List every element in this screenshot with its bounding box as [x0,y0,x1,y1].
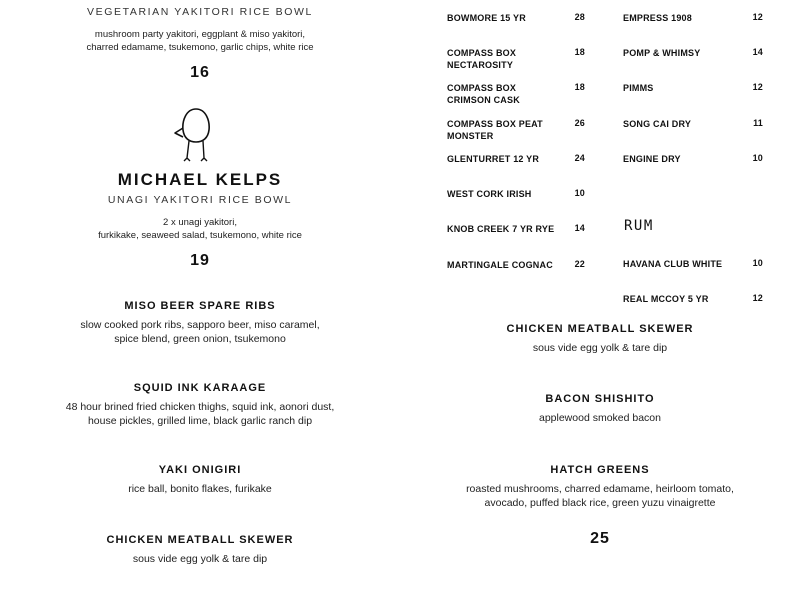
list-item: WEST CORK IRISH 10 [447,188,585,199]
item-title: MISO BEER SPARE RIBS [124,300,276,312]
veg-bowl-desc-2: charred edamame, tsukemono, garlic chips, white rice [86,42,314,53]
list-item: COMPASS BOX NECTAROSITY 18 [447,47,585,70]
list-item: POMP & WHIMSY 14 [623,47,763,58]
kelps-subtitle: UNAGI YAKITORI RICE BOWL [107,194,293,206]
list-item: BOWMORE 15 YR 28 [447,12,585,23]
item-desc: applewood smoked bacon [538,412,661,424]
list-item: SONG CAI DRY 11 [623,118,763,129]
kelps-title: MICHAEL KELPS [117,170,283,189]
item-title: YAKI ONIGIRI [158,464,242,476]
veg-bowl-desc-1: mushroom party yakitori, eggplant & miso yakitori, [94,29,306,40]
item-title: CHICKEN MEATBALL SKEWER [106,534,294,546]
list-item: COMPASS BOX CRIMSON CASK 18 [447,82,585,105]
list-item: REAL MCCOY 5 YR 12 [623,293,763,303]
egg-bird-icon [172,106,220,164]
item-title: CHICKEN MEATBALL SKEWER [506,323,694,335]
right-menu-column [400,0,800,600]
item-desc: sous vide egg yolk & tare dip [132,553,268,565]
right-price: 25 [590,530,610,547]
item-desc: slow cooked pork ribs, sapporo beer, miso caramel, [80,319,320,331]
item-desc: roasted mushrooms, charred edamame, heirloom tomato, [466,483,734,495]
kelps-desc-1: 2 x unagi yakitori, [163,217,237,228]
kelps-price: 19 [190,252,210,269]
list-item: KNOB CREEK 7 YR RYE 14 [447,223,585,234]
list-item: ENGINE DRY 10 [623,153,763,164]
item-desc: sous vide egg yolk & tare dip [532,342,668,354]
list-item: PIMMS 12 [623,82,763,93]
item-title: SQUID INK KARAAGE [133,382,267,394]
item-desc: house pickles, grilled lime, black garlic ranch dip [87,415,313,427]
item-title: HATCH GREENS [550,464,650,476]
kelps-desc-2: furkikake, seaweed salad, tsukemono, white rice [98,230,302,241]
spirits-list [400,0,800,303]
list-item: EMPRESS 1908 12 [623,12,763,23]
veg-bowl-price: 16 [190,64,210,81]
list-item: GLENTURRET 12 YR 24 [447,153,585,164]
rum-heading: RUM [624,218,654,234]
item-desc: spice blend, green onion, tsukemono [114,333,286,345]
list-item: MARTINGALE COGNAC 22 [447,259,585,270]
list-item: COMPASS BOX PEAT MONSTER 26 [447,118,585,141]
item-desc: 48 hour brined fried chicken thighs, squid ink, aonori dust, [65,401,335,413]
item-title: BACON SHISHITO [545,393,655,405]
veg-bowl-subtitle: VEGETARIAN YAKITORI RICE BOWL [87,6,313,18]
item-desc: avocado, puffed black rice, green yuzu vinaigrette [484,497,716,509]
list-item: HAVANA CLUB WHITE 10 [623,258,763,269]
item-desc: rice ball, bonito flakes, furikake [128,483,272,495]
